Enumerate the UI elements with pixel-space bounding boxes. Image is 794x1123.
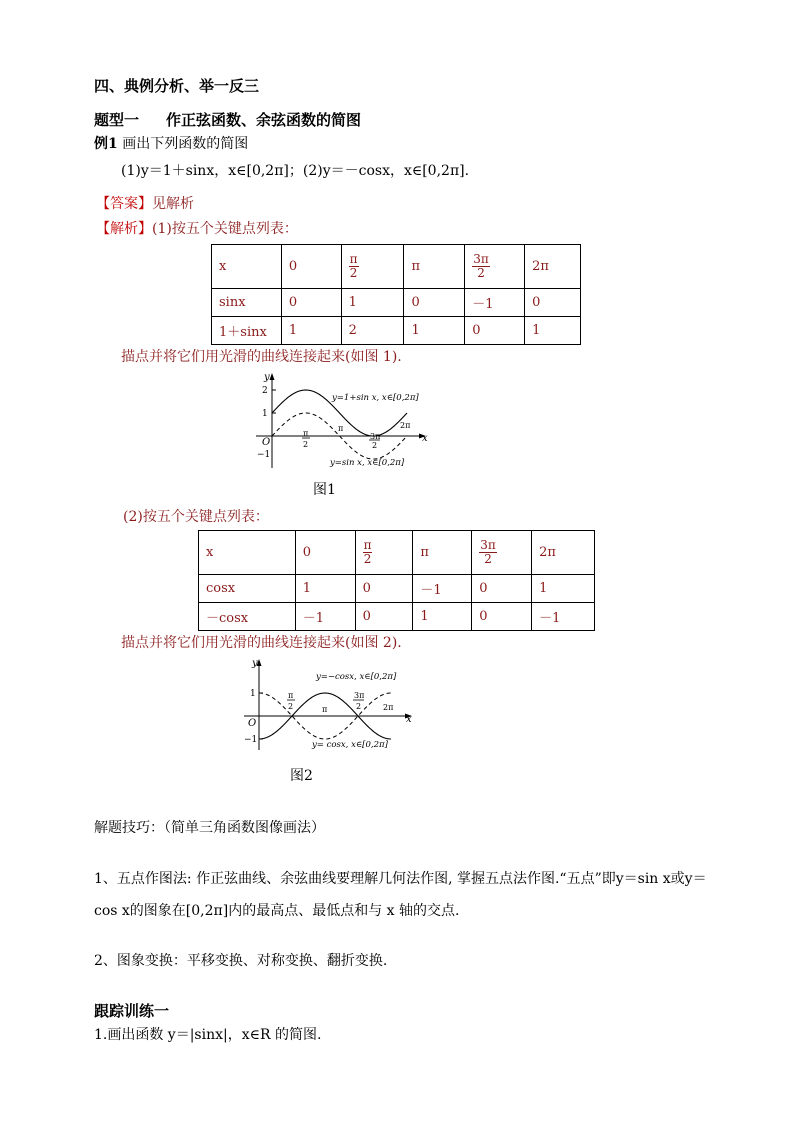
table-cell: 1 bbox=[532, 575, 595, 603]
table-cell: 0 bbox=[404, 289, 465, 317]
figure-1-caption: 图1 bbox=[313, 482, 336, 498]
y-tick-label: 1 bbox=[262, 409, 268, 419]
table-cell: －1 bbox=[532, 603, 595, 631]
table-cell: 1 bbox=[413, 603, 472, 631]
x-tick-label-den: 2 bbox=[288, 702, 294, 711]
analysis-line bbox=[96, 218, 298, 238]
table-cell: 1 bbox=[525, 317, 581, 345]
y-tick-label: −1 bbox=[244, 735, 258, 745]
table1-row-1-plus-sinx bbox=[212, 317, 581, 345]
x-tick-label-den: 2 bbox=[356, 702, 362, 711]
fraction: $\frac{3\pi}{2}$ bbox=[480, 537, 496, 566]
answer-text: 见解析 bbox=[152, 196, 194, 212]
y-axis-label: y bbox=[252, 658, 258, 669]
plot-note-2: 描点并将它们用光滑的曲线连接起来(如图 2). bbox=[121, 635, 402, 651]
example1-label: 例1 bbox=[94, 136, 118, 152]
x-axis-label: x bbox=[406, 714, 412, 725]
table-cell bbox=[472, 531, 532, 575]
part2-intro: (2)按五个关键点列表： bbox=[123, 509, 269, 525]
table2-row-x bbox=[199, 531, 595, 575]
key-points-table-2 bbox=[198, 530, 595, 631]
x-tick-label-den: 2 bbox=[303, 440, 309, 449]
table-cell: 1＋sinx bbox=[212, 317, 282, 345]
tips-item1-line2: cos x的图象在[0,2π]内的最高点、最低点和与 x 轴的交点. bbox=[94, 903, 460, 919]
table-cell: －1 bbox=[413, 575, 472, 603]
table-cell bbox=[355, 531, 413, 575]
table-cell: π bbox=[413, 531, 472, 575]
practice-title: 跟踪训练一 bbox=[94, 1002, 170, 1020]
y-tick-label: −1 bbox=[257, 450, 271, 460]
type1-label: 题型一 bbox=[94, 111, 140, 129]
solid-curve-label: y=−cosx, x∈[0,2π] bbox=[316, 672, 397, 682]
table-cell: 2π bbox=[532, 531, 595, 575]
x-axis-label: x bbox=[422, 433, 428, 444]
table-cell bbox=[341, 245, 404, 289]
table1-row-x bbox=[212, 245, 581, 289]
answer-tag: 【答案】 bbox=[96, 196, 152, 212]
table-cell: 0 bbox=[465, 317, 525, 345]
x-tick-label-num: 3π bbox=[354, 691, 365, 700]
x-tick-label: 2π bbox=[400, 421, 411, 430]
example1-functions: (1)y＝1＋sinx，x∈[0,2π]；(2)y＝－cosx，x∈[0,2π]. bbox=[121, 163, 470, 179]
fraction: $\frac{3\pi}{2}$ bbox=[473, 251, 489, 280]
figure-1-graph bbox=[252, 366, 437, 472]
analysis-part1-intro: (1)按五个关键点列表： bbox=[152, 221, 298, 237]
solid-curve-label: y=1+sin x, x∈[0,2π] bbox=[332, 393, 419, 403]
table-cell: x bbox=[199, 531, 296, 575]
table-cell: 0 bbox=[525, 289, 581, 317]
x-tick-label-den: 2 bbox=[372, 441, 378, 450]
table-cell bbox=[465, 245, 525, 289]
table-cell: 0 bbox=[355, 575, 413, 603]
tips-item1-line1: 1、五点作图法: 作正弦曲线、余弦曲线要理解几何法作图, 掌握五点法作图.“五点”即y＝sin x或y＝ bbox=[94, 871, 707, 887]
table-cell: 1 bbox=[404, 317, 465, 345]
example1-line bbox=[94, 133, 248, 153]
table-cell: 0 bbox=[295, 531, 355, 575]
plot-note-1: 描点并将它们用光滑的曲线连接起来(如图 1). bbox=[121, 349, 402, 365]
table1-row-sinx bbox=[212, 289, 581, 317]
table-cell: 1 bbox=[295, 575, 355, 603]
table-cell: －1 bbox=[465, 289, 525, 317]
x-tick-label-num: π bbox=[303, 429, 309, 438]
origin-label: O bbox=[262, 437, 271, 448]
type1-title: 作正弦函数、余弦函数的简图 bbox=[166, 111, 362, 129]
table-cell: cosx bbox=[199, 575, 296, 603]
dashed-curve-label: y=sin x, x∈[0,2π] bbox=[330, 458, 405, 468]
table-cell: 2 bbox=[341, 317, 404, 345]
example1-prompt: 画出下列函数的简图 bbox=[122, 136, 249, 152]
practice-question-1: 1.画出函数 y＝|sinx|，x∈R 的简图. bbox=[94, 1027, 322, 1043]
y-axis-arrow bbox=[270, 373, 275, 380]
tips-item2: 2、图象变换：平移变换、对称变换、翻折变换. bbox=[94, 953, 388, 969]
fraction: $\frac{\pi}{2}$ bbox=[363, 537, 372, 566]
table-cell: 2π bbox=[525, 245, 581, 289]
table-cell: 0 bbox=[355, 603, 413, 631]
x-tick-label-num: 3π bbox=[370, 432, 381, 441]
tips-title: 解题技巧：（简单三角函数图像画法） bbox=[94, 820, 325, 836]
table-cell: 0 bbox=[281, 245, 341, 289]
x-tick-label-num: π bbox=[288, 691, 294, 700]
key-points-table-1 bbox=[211, 244, 581, 345]
table2-row-neg-cosx bbox=[199, 603, 595, 631]
x-tick-label: π bbox=[338, 424, 344, 433]
x-tick-label: π bbox=[322, 705, 328, 714]
table-cell: sinx bbox=[212, 289, 282, 317]
table-cell: －1 bbox=[295, 603, 355, 631]
x-tick-label: 2π bbox=[383, 703, 394, 712]
y-tick-label: 1 bbox=[250, 689, 256, 699]
figure-2-caption: 图2 bbox=[290, 768, 313, 784]
table-cell: 1 bbox=[341, 289, 404, 317]
table-cell: 0 bbox=[281, 289, 341, 317]
table-cell: 1 bbox=[281, 317, 341, 345]
table-cell: 0 bbox=[472, 575, 532, 603]
table-cell: －cosx bbox=[199, 603, 296, 631]
figure-2-graph bbox=[240, 654, 420, 754]
section-heading: 四、典例分析、举一反三 bbox=[94, 77, 260, 95]
table-cell: π bbox=[404, 245, 465, 289]
y-axis-label: y bbox=[264, 372, 270, 383]
table-cell: 0 bbox=[472, 603, 532, 631]
dashed-curve-label: y= cosx, x∈[0,2π] bbox=[312, 740, 388, 750]
fraction: $\frac{\pi}{2}$ bbox=[349, 251, 358, 280]
table-cell: x bbox=[212, 245, 282, 289]
origin-label: O bbox=[248, 718, 257, 729]
analysis-tag: 【解析】 bbox=[96, 221, 152, 237]
y-tick-label: 2 bbox=[262, 386, 268, 396]
table2-row-cosx bbox=[199, 575, 595, 603]
answer-line bbox=[96, 193, 194, 213]
